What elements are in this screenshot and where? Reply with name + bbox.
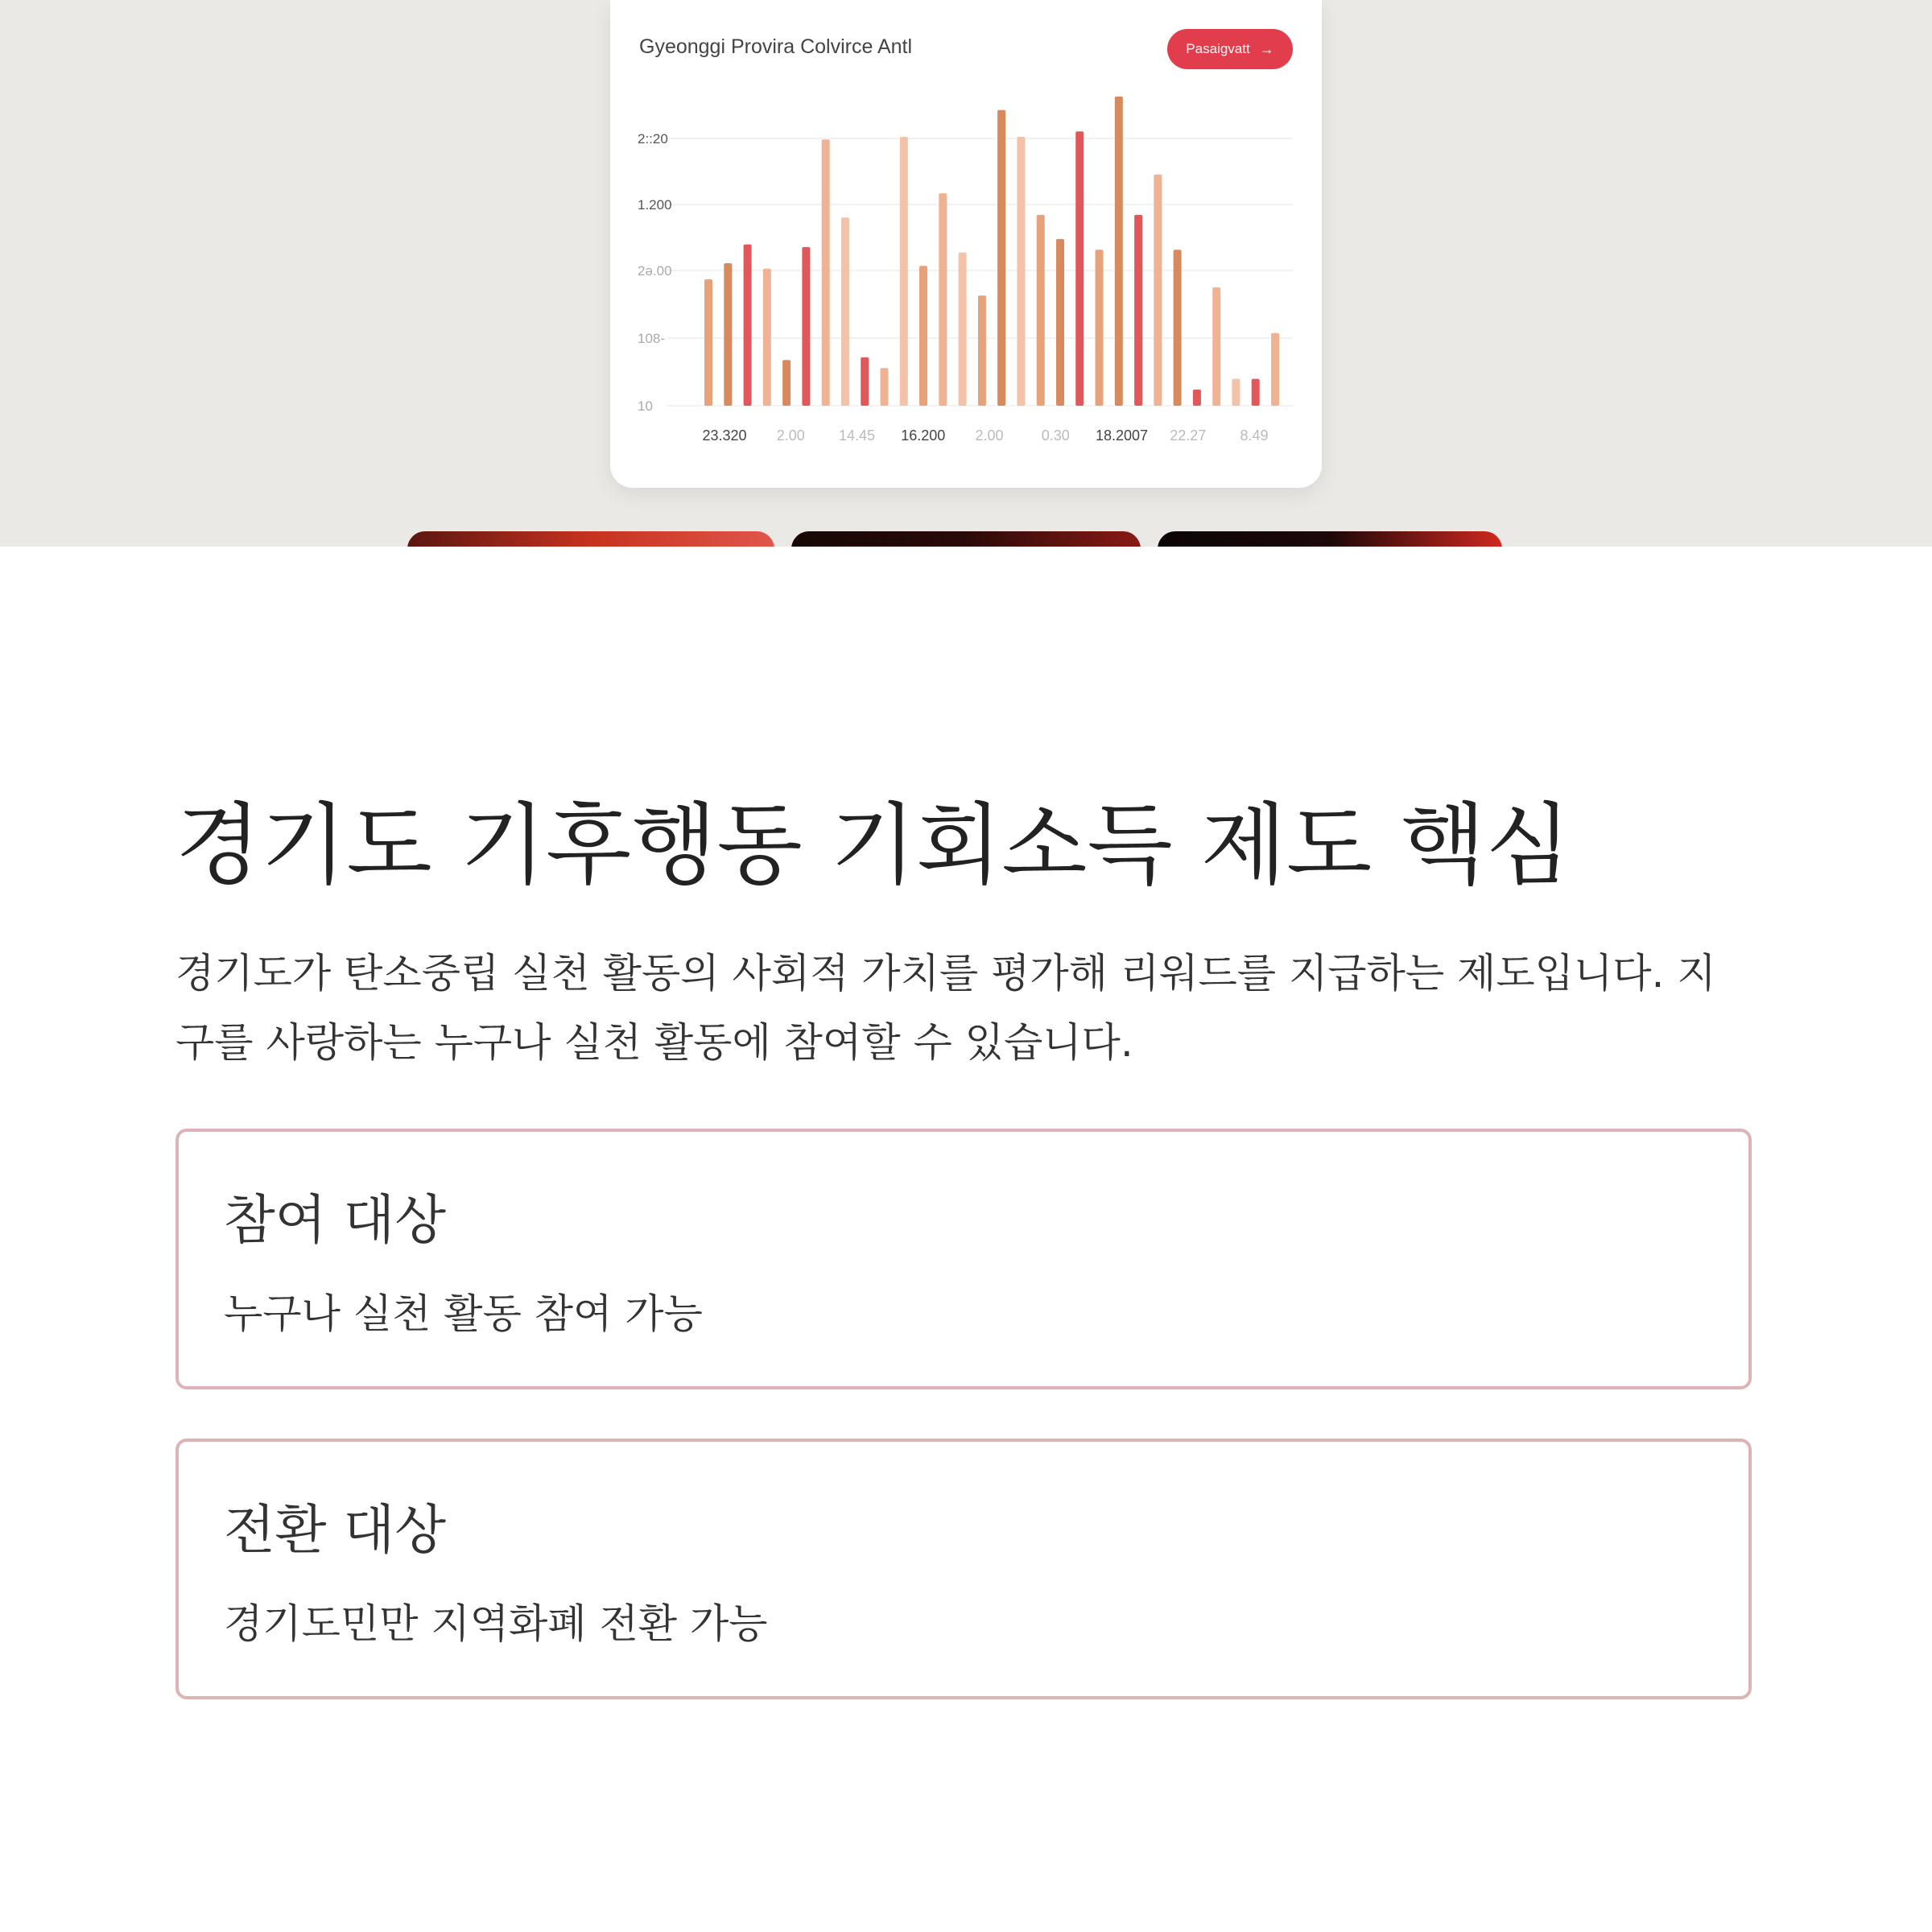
card-text: 누구나 실천 활동 참여 가능 bbox=[224, 1290, 703, 1337]
chart-bar bbox=[939, 193, 947, 406]
chart-bar bbox=[919, 266, 927, 406]
chart-title: Gyeonggi Provira Colvirce Antl bbox=[639, 35, 913, 58]
chart-bar bbox=[997, 110, 1005, 406]
chart-bar bbox=[900, 137, 908, 406]
chart-bar bbox=[959, 253, 967, 406]
y-tick-label: 1.200 bbox=[638, 197, 672, 213]
x-tick-label: 23.320 bbox=[702, 427, 747, 444]
x-tick-label: 22.27 bbox=[1170, 427, 1207, 444]
chart-bar bbox=[1252, 379, 1260, 406]
chart-bar bbox=[744, 245, 752, 406]
chart-bar bbox=[1075, 131, 1084, 406]
card-text: 경기도민만 지역화폐 전환 가능 bbox=[224, 1600, 768, 1647]
arrow-right-icon: → bbox=[1259, 40, 1274, 57]
info-card-conversion bbox=[175, 1439, 1752, 1699]
chart-bar bbox=[1193, 390, 1201, 406]
thumbnail-image[interactable] bbox=[791, 531, 1141, 547]
x-tick-label: 2.00 bbox=[776, 427, 805, 444]
chart-bar bbox=[1134, 215, 1142, 406]
chart-bar bbox=[978, 295, 986, 406]
card-title: 참여 대상 bbox=[224, 1189, 447, 1251]
chart-bar bbox=[861, 357, 869, 406]
chart-bar bbox=[724, 263, 732, 406]
x-tick-label: 8.49 bbox=[1240, 427, 1269, 444]
chart-bar bbox=[1232, 379, 1240, 406]
y-tick-label: 10 bbox=[638, 398, 653, 414]
y-tick-label: 108- bbox=[638, 331, 666, 346]
chart-bar bbox=[1174, 250, 1182, 406]
y-tick-label: 2::20 bbox=[638, 131, 668, 147]
chart-bar bbox=[1115, 97, 1123, 406]
x-tick-label: 2.00 bbox=[975, 427, 1004, 444]
info-card-participants bbox=[175, 1129, 1752, 1389]
chart-bar bbox=[822, 139, 830, 406]
chart-bar bbox=[881, 368, 889, 406]
x-tick-label: 14.45 bbox=[838, 427, 876, 444]
chart-bar bbox=[802, 247, 810, 406]
chart-action-label: Pasaigvatt bbox=[1186, 41, 1250, 56]
chart-bar bbox=[1154, 175, 1162, 406]
x-tick-label: 0.30 bbox=[1041, 427, 1070, 444]
chart-bar bbox=[1056, 239, 1064, 406]
chart-bar bbox=[1271, 333, 1279, 406]
chart-bar bbox=[1212, 287, 1220, 406]
chart-bar bbox=[704, 279, 712, 406]
thumbnail-image[interactable] bbox=[407, 531, 774, 547]
x-tick-label: 16.200 bbox=[901, 427, 946, 444]
thumbnail-image[interactable] bbox=[1158, 531, 1502, 547]
chart-action-button[interactable] bbox=[1167, 29, 1293, 69]
card-title: 전환 대상 bbox=[224, 1499, 447, 1561]
page-title: 경기도 기후행동 기회소득 제도 핵심 bbox=[175, 794, 1571, 897]
chart-bar bbox=[782, 360, 791, 406]
x-tick-label: 18.2007 bbox=[1095, 427, 1149, 444]
hero-banner bbox=[0, 0, 1932, 547]
chart-bar bbox=[841, 217, 849, 406]
chart-bar bbox=[1037, 215, 1045, 406]
chart-bar bbox=[763, 269, 771, 406]
y-tick-label: 2ə.00 bbox=[638, 263, 672, 279]
chart-bar bbox=[1096, 250, 1104, 406]
chart-bar bbox=[1017, 137, 1025, 406]
bar-chart bbox=[610, 0, 1322, 488]
chart-card bbox=[610, 0, 1322, 488]
page-description: 경기도가 탄소중립 실천 활동의 사회적 가치를 평가해 리워드를 지급하는 제도입니다. 지구를 사랑하는 누구나 실천 활동에 참여할 수 있습니다. bbox=[175, 950, 1716, 1066]
